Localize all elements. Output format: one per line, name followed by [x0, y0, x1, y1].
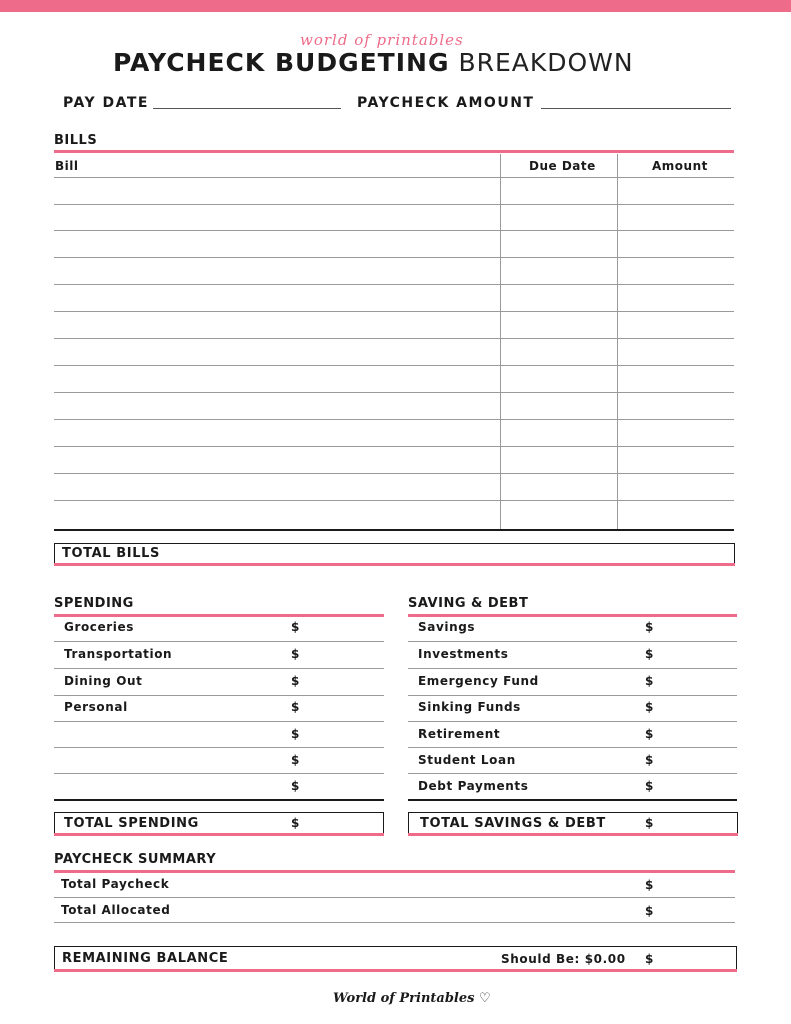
spending-row-rule: [54, 668, 384, 669]
saving-item-currency: $: [645, 779, 654, 793]
saving-item-label: Debt Payments: [418, 779, 529, 793]
bill-due-date-cell[interactable]: [501, 502, 617, 526]
table-row-rule: [54, 500, 734, 501]
summary-header-rule: [54, 870, 735, 873]
saving-row-rule: [408, 695, 737, 696]
saving-row-rule: [408, 747, 737, 748]
table-row-rule: [54, 311, 734, 312]
title-light: BREAKDOWN: [458, 48, 634, 77]
total-bills-accent: [54, 563, 735, 566]
bill-due-date-cell[interactable]: [501, 448, 617, 472]
table-row-rule: [54, 365, 734, 366]
table-row-rule: [54, 419, 734, 420]
total-spending-currency: $: [291, 816, 300, 830]
bill-due-date-cell[interactable]: [501, 206, 617, 230]
saving-row-rule: [408, 641, 737, 642]
bill-name-cell[interactable]: [54, 232, 500, 256]
page-title: [113, 48, 634, 77]
bill-due-date-cell[interactable]: [501, 367, 617, 391]
saving-item-currency: $: [645, 620, 654, 634]
table-row-rule: [54, 338, 734, 339]
remaining-currency: $: [645, 952, 654, 966]
bill-amount-cell[interactable]: [618, 367, 734, 391]
total-spending-accent: [54, 833, 384, 836]
bill-amount-cell[interactable]: [618, 394, 734, 418]
bill-amount-cell[interactable]: [618, 206, 734, 230]
spending-row-rule: [54, 641, 384, 642]
bill-amount-cell[interactable]: [618, 286, 734, 310]
bills-header-rule: [54, 150, 734, 153]
saving-item-currency: $: [645, 727, 654, 741]
spending-header-rule: [54, 614, 384, 617]
bill-due-date-cell[interactable]: [501, 313, 617, 337]
bills-section-title: BILLS: [54, 133, 98, 148]
table-row-rule: [54, 257, 734, 258]
saving-item-label: Retirement: [418, 727, 501, 741]
saving-item-currency: $: [645, 700, 654, 714]
table-row-rule: [54, 473, 734, 474]
saving-row-rule: [408, 773, 737, 774]
brand-script: world of printables: [300, 31, 464, 49]
saving-item-currency: $: [645, 674, 654, 688]
bill-amount-cell[interactable]: [618, 340, 734, 364]
spending-item-currency: $: [291, 753, 300, 767]
spending-item-currency: $: [291, 647, 300, 661]
table-row-rule: [54, 392, 734, 393]
table-row-rule: [54, 204, 734, 205]
bill-due-date-cell[interactable]: [501, 421, 617, 445]
saving-row-rule: [408, 668, 737, 669]
bill-due-date-cell[interactable]: [501, 340, 617, 364]
spending-item-currency: $: [291, 700, 300, 714]
saving-header-rule: [408, 614, 737, 617]
paycheck-amount-label: PAYCHECK AMOUNT: [357, 95, 535, 111]
summary-row-rule-1: [54, 897, 735, 898]
title-bold: PAYCHECK BUDGETING: [113, 48, 450, 77]
summary-section-title: PAYCHECK SUMMARY: [54, 852, 217, 867]
remaining-balance-accent: [54, 969, 737, 972]
summary-row-total-allocated: Total Allocated: [61, 903, 171, 917]
bill-name-cell[interactable]: [54, 313, 500, 337]
bill-amount-cell[interactable]: [618, 421, 734, 445]
spending-row-rule: [54, 695, 384, 696]
bill-due-date-cell[interactable]: [501, 394, 617, 418]
spending-item-label: Groceries: [64, 620, 134, 634]
spending-item-label: Dining Out: [64, 674, 143, 688]
bill-name-cell[interactable]: [54, 340, 500, 364]
bill-name-cell[interactable]: [54, 367, 500, 391]
spending-item-label: Transportation: [64, 647, 173, 661]
spending-item-currency: $: [291, 620, 300, 634]
spending-section-title: SPENDING: [54, 596, 134, 611]
saving-item-label: Student Loan: [418, 753, 516, 767]
spending-row-rule: [54, 773, 384, 774]
footer-brand: World of Printables ♡: [333, 991, 491, 1006]
table-row-rule: [54, 230, 734, 231]
table-row-rule: [54, 446, 734, 447]
bill-amount-cell[interactable]: [618, 259, 734, 283]
table-row-rule: [54, 284, 734, 285]
bill-name-cell[interactable]: [54, 206, 500, 230]
remaining-balance-label: REMAINING BALANCE: [62, 951, 229, 966]
saving-item-label: Sinking Funds: [418, 700, 521, 714]
bill-amount-cell[interactable]: [618, 448, 734, 472]
spending-item-currency: $: [291, 674, 300, 688]
summary-currency-1: $: [645, 878, 654, 892]
saving-item-label: Emergency Fund: [418, 674, 539, 688]
bill-due-date-cell[interactable]: [501, 286, 617, 310]
summary-row-total-paycheck: Total Paycheck: [61, 877, 170, 891]
paycheck-amount-field[interactable]: [541, 108, 731, 109]
summary-currency-2: $: [645, 904, 654, 918]
bill-due-date-cell[interactable]: [501, 232, 617, 256]
col-due-date: Due Date: [529, 159, 596, 173]
spending-bottom-rule: [54, 799, 384, 801]
bill-amount-cell[interactable]: [618, 179, 734, 203]
spending-item-currency: $: [291, 779, 300, 793]
total-bills-label: TOTAL BILLS: [62, 546, 160, 561]
bill-amount-cell[interactable]: [618, 313, 734, 337]
total-savings-currency: $: [645, 816, 654, 830]
bill-name-cell[interactable]: [54, 475, 500, 499]
bill-due-date-cell[interactable]: [501, 475, 617, 499]
total-savings-label: TOTAL SAVINGS & DEBT: [420, 816, 606, 831]
bill-name-cell[interactable]: [54, 448, 500, 472]
saving-item-currency: $: [645, 753, 654, 767]
saving-row-rule: [408, 721, 737, 722]
bill-amount-cell[interactable]: [618, 475, 734, 499]
saving-item-label: Savings: [418, 620, 476, 634]
bill-name-cell[interactable]: [54, 286, 500, 310]
spending-item-currency: $: [291, 727, 300, 741]
table-row-rule: [54, 177, 734, 178]
bill-due-date-cell[interactable]: [501, 259, 617, 283]
bills-bottom-rule: [54, 529, 734, 531]
spending-row-rule: [54, 721, 384, 722]
bill-name-cell[interactable]: [54, 421, 500, 445]
bill-name-cell[interactable]: [54, 502, 500, 526]
spending-item-label: Personal: [64, 700, 128, 714]
bill-amount-cell[interactable]: [618, 232, 734, 256]
bill-amount-cell[interactable]: [618, 502, 734, 526]
should-be-note: Should Be: $0.00: [501, 952, 626, 966]
total-spending-label: TOTAL SPENDING: [64, 816, 199, 831]
bill-name-cell[interactable]: [54, 259, 500, 283]
col-bill: Bill: [55, 159, 79, 173]
pay-date-label: PAY DATE: [63, 95, 149, 111]
bill-due-date-cell[interactable]: [501, 179, 617, 203]
top-accent-bar: [0, 0, 791, 12]
saving-item-currency: $: [645, 647, 654, 661]
bill-name-cell[interactable]: [54, 179, 500, 203]
pay-date-field[interactable]: [153, 108, 341, 109]
col-amount: Amount: [652, 159, 708, 173]
saving-section-title: SAVING & DEBT: [408, 596, 529, 611]
total-savings-accent: [408, 833, 738, 836]
spending-row-rule: [54, 747, 384, 748]
summary-row-rule-2: [54, 922, 735, 923]
saving-bottom-rule: [408, 799, 737, 801]
saving-item-label: Investments: [418, 647, 509, 661]
bill-name-cell[interactable]: [54, 394, 500, 418]
